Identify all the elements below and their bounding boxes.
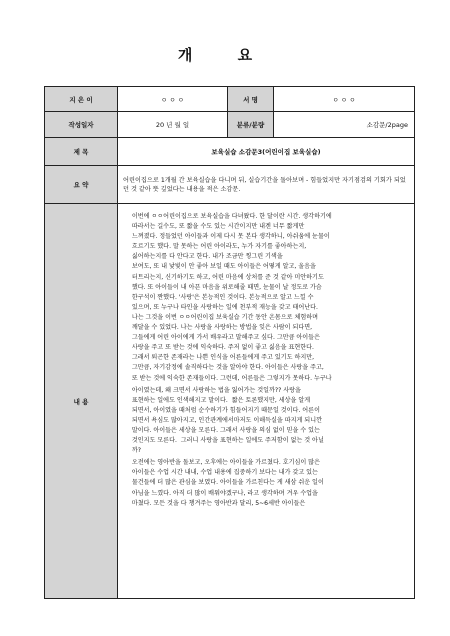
category-value: 소감문/2page [274,112,415,138]
content-body [118,204,414,598]
content-label: 내 용 [45,204,118,599]
document-title: 개 요 [177,46,273,64]
overview-form [44,86,415,599]
date-label: 작성일자 [45,112,118,138]
date-value: 20 년 월 일 [118,112,228,138]
author-value: ㅇ ㅇ ㅇ [118,87,228,112]
author-label: 지 은 이 [45,87,118,112]
summary-cell [118,166,415,204]
category-label: 분류/분량 [228,112,274,138]
content-paragraph: 아이였는데, 왜 크면서 사랑하는 법을 잃어가는 것일까?? 사랑을 표현하는 일에도 인색해지고 말이다. 짧은 토론했지만, 세상을 알게 되면서, 아이였을 때처럼 순수하기가 힘들어지기 때문일 것이다. 어른이 되면서 욕심도 많아지고, 인간관계에서마저도 이해득실을 따지게 되니깐 말이다. 아이들은 세상을 모른다. 그래서 사랑을 의심 없이 믿을 수 있는 것인지도 모른다. 그러니 사랑을 표현하는 일에도 주저함이 없는 것 아닐 까? [131,386,324,455]
signature-value: ㅇ ㅇ ㅇ [274,87,415,112]
content-paragraph: 오전에는 영아반을 돌보고, 오후에는 아이들을 가르쳤다. 호기심이 많은 아이들은 수업 시간 내내, 수업 내용에 집중하기 보다는 내가 갖고 있는 물건들에 더 많은 관심을 보였다. 아이들을 가르친다는 게 새삼 쉬운 일이 아님을 느꼈다. 아직 더 많이 배워야겠구나, 라고 생각하며 겨우 수업을 마쳤다. 모든 것을 다 챙겨주는 영아반과 달리, 5~6세반 아이들은 [131,459,324,507]
signature-label: 서 명 [228,87,274,112]
summary-label: 요 약 [45,166,118,204]
summary-text: 어린이집으로 1개월 간 보육실습을 다니며 뒤, 실습기간을 돌아보며 - 힘들었지만 자기점검의 기회가 되었던 것 같아 뜻 깊었다는 내용을 적은 소감문. [123,176,406,193]
subject-label: 제 목 [45,138,118,166]
subject-value: 보육실습 소감문3(어린이집 보육실습) [118,138,415,166]
content-cell [118,204,415,599]
content-paragraph: 이번에 ㅇㅇ어린이집으로 보육실습을 다녀왔다. 한 달이란 시간. 생각하기에 따라서는 길수도, 또 짧을 수도 있는 시간이지만 내겐 너무 짧게만 느껴졌다. 정들었던 아이들과 이제 다시 못 본다 생각하니, 아쉬움에 눈물이 흐르기도 했다. 말 못하는 어린 아이라도, 누가 자기를 좋아하는지, 싫어하는지를 다 안다고 한다. 내가 조금만 찡그린 기색을 보여도, 또 내 낯빛이 안 좋아 보일 때도 아이들은 어떻게 알고, 울음을 터트리는지, 신기하기도 하고, 어린 마음에 상처를 준 것 같아 미안하기도 했다. 또 아이들이 내 아픈 마음을 위로해줄 때면, 눈물이 날 정도로 가슴 한구석이 짠했다. '사랑'은 본능적인 것이다. 본능적으로 알고 느낄 수 있으며, 또 누구나 타인을 사랑하는 일에 천부적 재능을 갖고 태어난다. 나는 그것을 이번 ㅇㅇ어린이집 보육실습 기간 동안 온몸으로 체험하며 깨달을 수 있었다. 나는 사랑을 사랑하는 방법을 잊은 사람이 되다면, 그들에게 어린 아이에게 가서 배우라고 말해주고 싶다. 그만큼 아이들은 사랑을 주고 또 받는 것에 익숙하다. 주저 없이 좋고 싫음을 표현한다. 그래서 퇴곤한 존재라는 나쁜 인식을 어른들에게 주고 있기도 하지만, 그만큼, 자기감정에 솔직하다는 것을 알아야 한다. 아이들은 사랑을 주고, 또 받는 것에 익숙한 존재들이다. 그런데, 어른들은 그렇지가 못하다. 누구나 [131,213,332,382]
